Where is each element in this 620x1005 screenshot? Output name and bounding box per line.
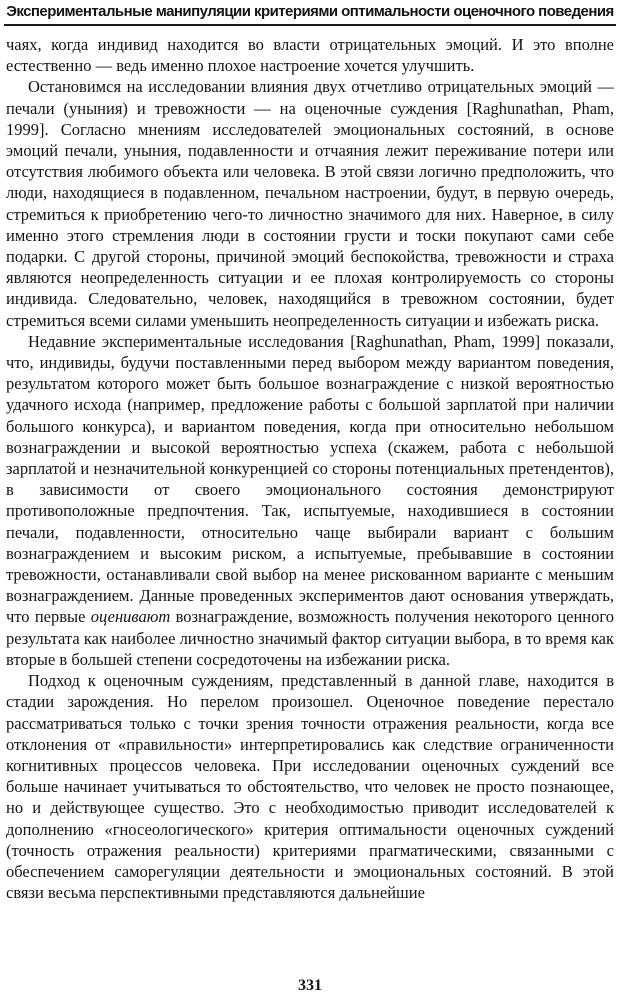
paragraph-text-part: вознаграждение, возможность получения некоторого ценного результата как наиболее личностно значимый фактор ситуации выбора, в то время как вторые в большей степени сосредоточены на избежании риска. — [6, 607, 614, 669]
emphasized-word: оценивают — [90, 607, 171, 627]
body-text — [6, 34, 614, 903]
paragraph-continuation: чаях, когда индивид находится во власти отрицательных эмоций. И это вполне естественно — ведь именно плохое настроение хочется улучшить. — [6, 35, 614, 76]
paragraph-approach: Подход к оценочным суждениям, представленный в данной главе, находится в стадии зарождения. Но перелом произошел. Оценочное поведение перестало рассматриваться только с точки зрения точности отражения реальности, когда все отклонения от «правильности» интерпретировались как следствие ограниченности когнитивных процессов человека. При исследовании оценочных суждений все больше начинает учитываться то обстоятельство, что человек не просто познающее, но и действующее существо. Это с необходимостью приводит исследователей к дополнению «гносеологического» критерия оптимальности оценочных суждений (точность отражения реальности) критериями прагматическими, связанными с обеспечением саморегуляции деятельности и эмоциональных состояний. В этой связи весьма перспективными представляются дальнейшие — [6, 671, 614, 903]
paragraph-text-part: Недавние экспериментальные исследования [Raghunathan, Pham, 1999] показали, что, индивиды, будучи поставленными перед выбором между вариантом поведения, результатом которого может быть большое вознаграждение с низкой вероятностью удачного исхода (например, предложение работы с большой зарплатой при наличии большого конкурса), и вариантом поведения, когда при относительно небольшом вознаграждении и высокой вероятностью успеха (скажем, работа с небольшой зарплатой и незначительной конкуренцией со стороны потенциальных претендентов), в зависимости от своего эмоционального состояния демонстрируют противоположные предпочтения. Так, испытуемые, находившиеся в состоянии печали, подавленности, относительно чаще выбирали вариант с большим вознаграждением и высоким риском, а испытуемые, пребывавшие в состоянии тревожности, останавливали свой выбор на менее рискованном варианте с меньшим вознаграждением. Данные проведенных экспериментов дают основания утверждать, что первые — [6, 331, 614, 627]
running-head: Экспериментальные манипуляции критериями оптимальности оценочного поведения — [6, 3, 614, 20]
paragraph-experimental-studies — [6, 331, 614, 670]
paragraph-emotions-study: Остановимся на исследовании влияния двух отчетливо отрицательных эмоций — печали (уныния) и тревожности — на оценочные суждения [Raghunathan, Pham, 1999]. Согласно мнениям исследователей эмоциональных состояний, в основе эмоций печали, уныния, подавленности и отчаяния лежит переживание потери или отсутствия любимого объекта или человека. В этой связи логично предположить, что люди, находящиеся в подавленном, печальном настроении, будут, в первую очередь, стремиться к приобретению чего-то личностно значимого для них. Наверное, в силу именно этого стремления люди в состоянии грусти и тоски покупают сами себе подарки. С другой стороны, причиной эмоций беспокойства, тревожности и страха являются неопределенность ситуации и ее плохая контролируемость со стороны индивида. Следовательно, человек, находящийся в тревожном состоянии, будет стремиться всеми силами уменьшить неопределенность ситуации и избежать риска. — [6, 77, 614, 330]
page-number: 331 — [298, 977, 322, 994]
header-rule — [4, 24, 616, 26]
